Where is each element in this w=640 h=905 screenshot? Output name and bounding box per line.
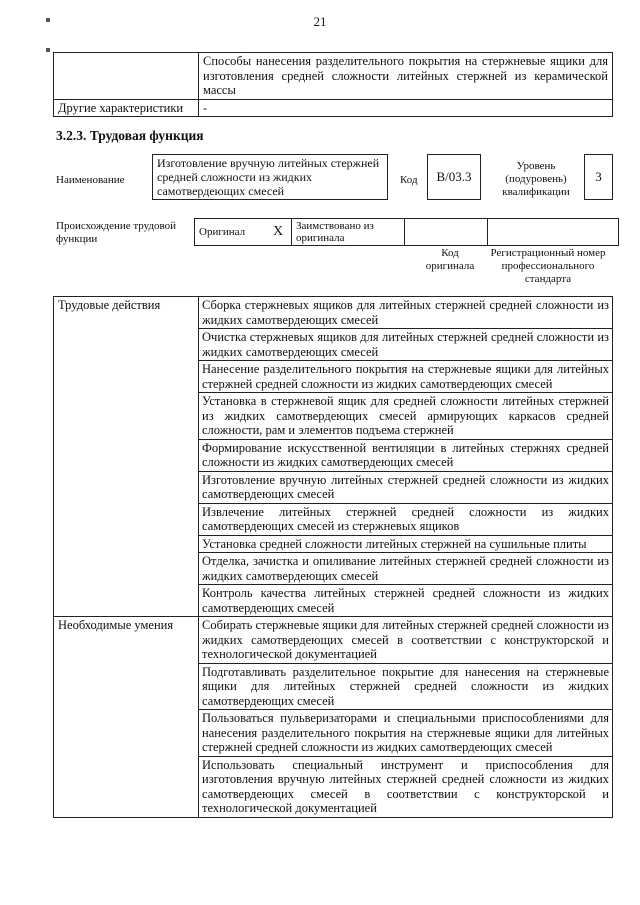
- top-table-text: Способы нанесения разделительного покрытия на стержневые ящики для изготовления средней сложности литейных стержней из керамической массы: [199, 53, 613, 100]
- skill-item: Использовать специальный инструмент и приспособления для изготовления вручную литейных стержней средней сложности из жидких самотвердеющих смесей в соответствии с конструкторской и технологической документацией: [199, 756, 613, 817]
- main-table: [53, 296, 613, 818]
- page-number: 21: [313, 14, 327, 29]
- function-name: Изготовление вручную литейных стержней средней сложности из жидких самотвердеющих смесей: [152, 154, 388, 200]
- caption-original-code: Код оригинала: [425, 247, 475, 272]
- table-row: [195, 219, 619, 246]
- labor-action-item: Очистка стержневых ящиков для литейных стержней средней сложности из жидких самотвердеющих смесей: [199, 329, 613, 361]
- scan-mark: [46, 48, 50, 52]
- original-label: Оригинал: [195, 219, 266, 246]
- reg-number-cell: [488, 219, 619, 246]
- origin-label: Происхождение трудовой функции: [56, 220, 177, 245]
- labor-action-item: Установка средней сложности литейных стержней на сушильные плиты: [199, 535, 613, 553]
- labor-action-item: Изготовление вручную литейных стержней средней сложности из жидких самотвердеющих смесей: [199, 471, 613, 503]
- labor-action-item: Контроль качества литейных стержней средней сложности из жидких самотвердеющих смесей: [199, 585, 613, 617]
- labor-action-item: Установка в стержневой ящик для средней сложности литейных стержней из жидких самотвердеющих смесей армирующих каркасов средней сложности, рам и элементов подъема стержней: [199, 393, 613, 440]
- origin-table: [194, 218, 619, 246]
- table-row: [54, 99, 613, 117]
- other-characteristics-label: Другие характеристики: [54, 99, 199, 117]
- labor-action-item: Формирование искусственной вентиляции в литейных стержнях средней сложности из жидких самотвердеющих смесей: [199, 439, 613, 471]
- top-table: [53, 52, 613, 117]
- labor-action-item: Сборка стержневых ящиков для литейных стержней средней сложности из жидких самотвердеющих смесей: [199, 297, 613, 329]
- function-code: В/03.3: [427, 154, 481, 200]
- code-label: Код: [400, 174, 418, 186]
- level-label: Уровень (подуровень) квалификации: [502, 160, 570, 198]
- scan-mark: [46, 18, 50, 22]
- section-title: 3.2.3. Трудовая функция: [56, 128, 204, 143]
- labor-action-item: Отделка, зачистка и опиливание литейных стержней средней сложности из жидких самотвердеющих смесей: [199, 553, 613, 585]
- skill-item: Пользоваться пульверизаторами и специальными приспособлениями для нанесения разделительного покрытия на стержневые ящики для литейных стержней средней сложности из жидких самотвердеющих смесей: [199, 710, 613, 757]
- labor-action-item: Нанесение разделительного покрытия на стержневые ящики для литейных стержней средней сложности из жидких самотвердеющих смесей: [199, 361, 613, 393]
- original-mark: X: [265, 219, 292, 246]
- table-row: [54, 53, 613, 100]
- borrowed-label: Заимствовано из оригинала: [292, 219, 405, 246]
- other-characteristics-value: -: [199, 99, 613, 117]
- table-row: [54, 617, 613, 664]
- skill-item: Собирать стержневые ящики для литейных стержней средней сложности из жидких самотвердеющих смесей в соответствии с конструкторской и технологической документацией: [199, 617, 613, 664]
- table-row: [54, 297, 613, 329]
- name-label: Наименование: [56, 174, 125, 186]
- labor-actions-label: Трудовые действия: [54, 297, 199, 617]
- qualification-level: 3: [584, 154, 613, 200]
- original-code-cell: [405, 219, 488, 246]
- labor-action-item: Извлечение литейных стержней средней сложности из жидких самотвердеющих смесей из стержневых ящиков: [199, 503, 613, 535]
- skills-label: Необходимые умения: [54, 617, 199, 818]
- empty-cell: [54, 53, 199, 100]
- caption-reg-number: Регистрационный номер профессионального стандарта: [490, 247, 606, 285]
- skill-item: Подготавливать разделительное покрытие для нанесения на стержневые ящики для литейных стержней средней сложности из жидких самотвердеющих смесей: [199, 663, 613, 710]
